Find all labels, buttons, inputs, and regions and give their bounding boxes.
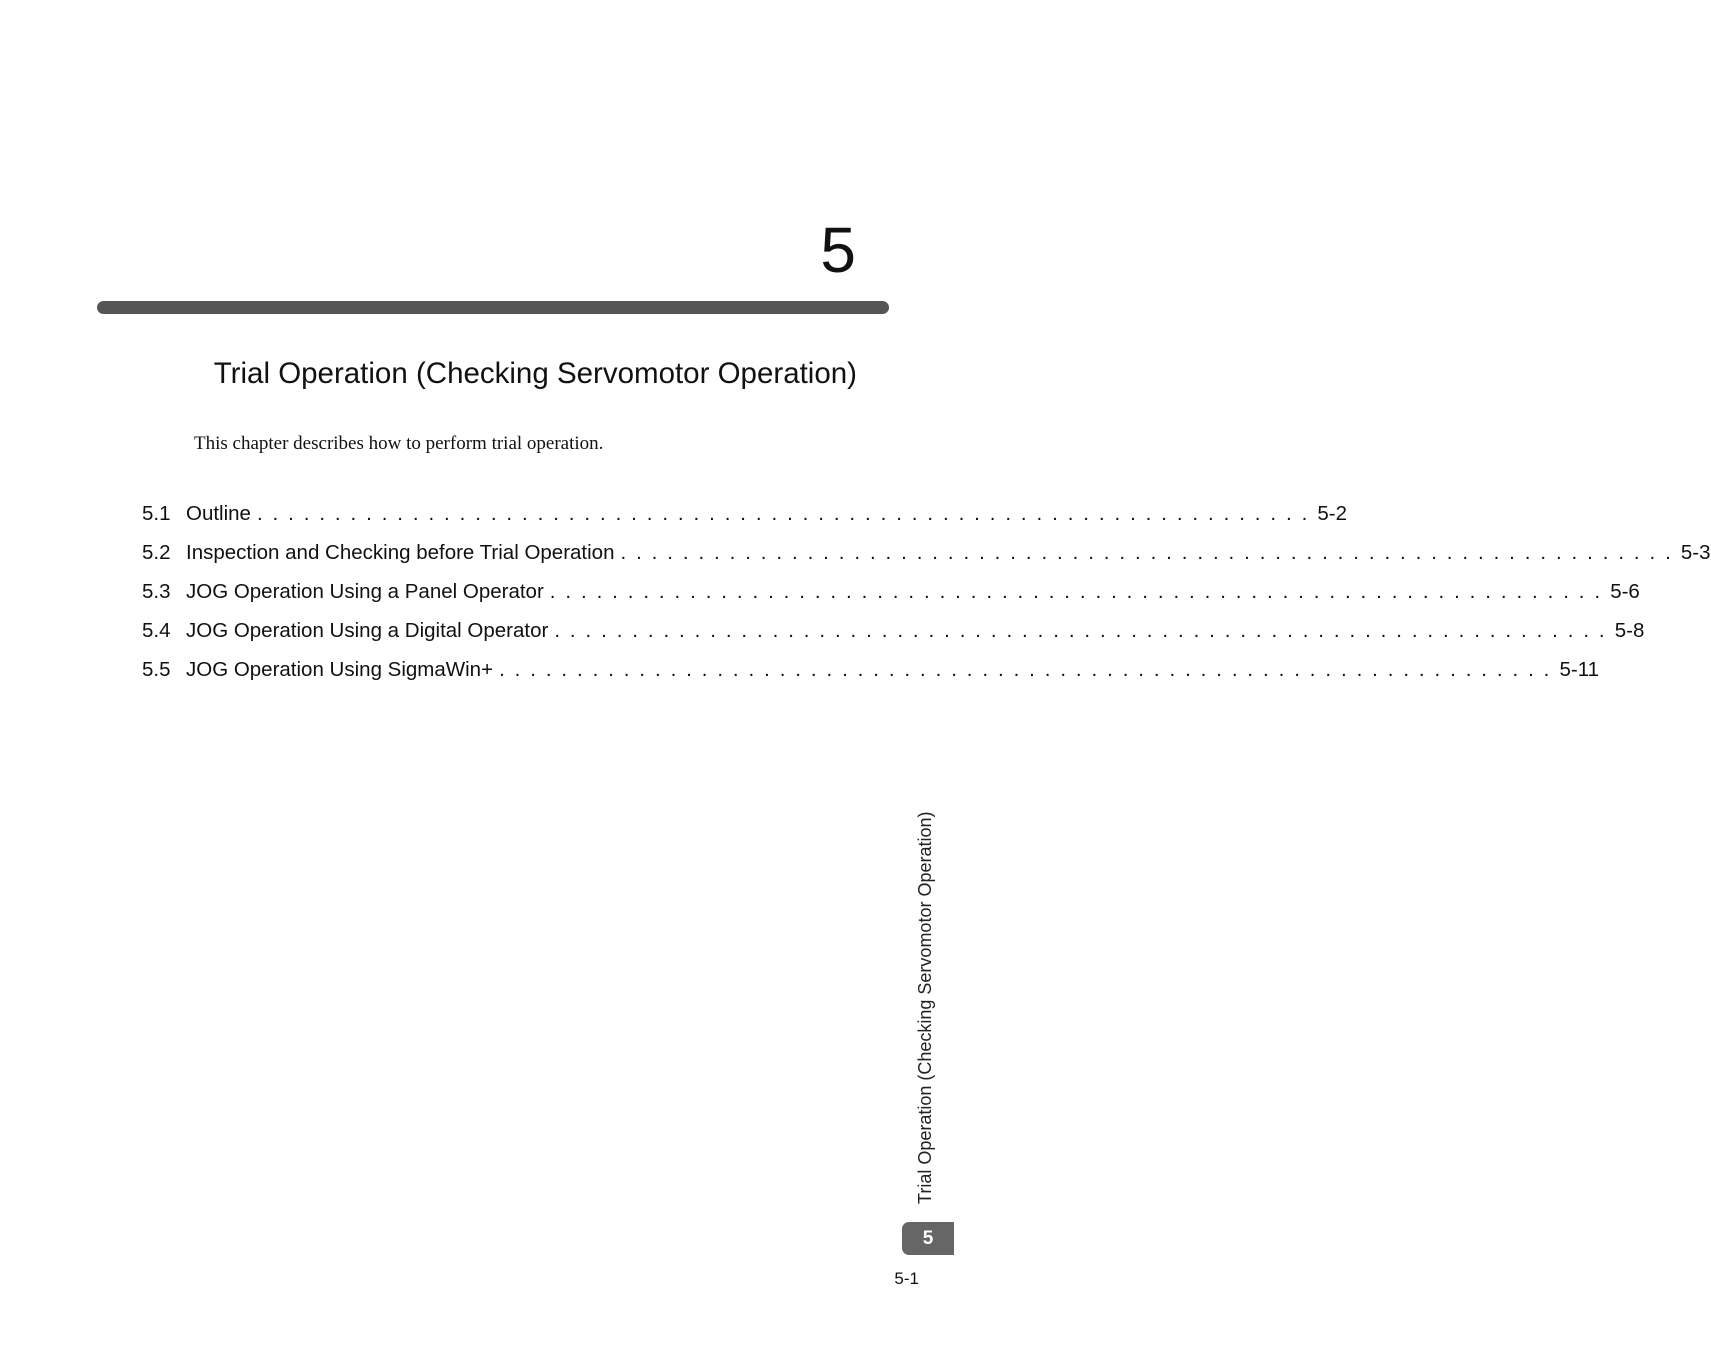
page-number: 5-1 xyxy=(894,1269,919,1288)
toc-page-number: 5-8 xyxy=(1614,618,1645,642)
toc-page-number: 5-6 xyxy=(1610,579,1640,603)
toc-leader-dots: . . . . . . . . . . . . . . . . . . . . . . . . . . . . . . . . . . . . . . . . . . . . . . . . . . . . . . . . . . . . . . . . . . . . xyxy=(499,657,1552,681)
toc-entry-5-4[interactable] xyxy=(142,611,1645,650)
chapter-divider xyxy=(97,301,889,314)
toc-entry-5-5[interactable] xyxy=(142,650,1599,689)
toc-leader-dots: . . . . . . . . . . . . . . . . . . . . . . . . . . . . . . . . . . . . . . . . . . . . . . . . . . . . . . . . . . . . . . . . . . . . xyxy=(554,618,1607,642)
toc-section-number: 5.1 xyxy=(142,502,171,526)
toc-leader-dots: . . . . . . . . . . . . . . . . . . . . . . . . . . . . . . . . . . . . . . . . . . . . . . . . . . . . . . . . . . . . . . . . . . . . xyxy=(549,579,1603,603)
toc-section-number: 5.5 xyxy=(142,657,171,681)
toc-section-title: JOG Operation Using SigmaWin+ xyxy=(186,657,494,681)
toc-page-number: 5-3 xyxy=(1680,541,1711,565)
table-of-contents xyxy=(142,495,1711,689)
toc-entry-5-1[interactable] xyxy=(142,495,1348,534)
toc-page-number: 5-2 xyxy=(1317,502,1348,526)
toc-leader-dots: . . . . . . . . . . . . . . . . . . . . . . . . . . . . . . . . . . . . . . . . . . . . . . . . . . . . . . . . . . . . . . . . . . . . xyxy=(620,541,1673,565)
side-tab-chapter-title: Trial Operation (Checking Servomotor Operation) xyxy=(915,811,935,1204)
toc-leader-dots: . . . . . . . . . . . . . . . . . . . . . . . . . . . . . . . . . . . . . . . . . . . . . . . . . . . . . . . . . . . . . . . . . . . . xyxy=(256,502,1310,526)
toc-section-title: JOG Operation Using a Digital Operator xyxy=(186,618,549,642)
toc-section-number: 5.2 xyxy=(142,541,171,565)
side-tab-chapter-badge: 5 xyxy=(902,1222,954,1255)
chapter-intro: This chapter describes how to perform trial operation. xyxy=(194,433,604,454)
chapter-number: 5 xyxy=(820,214,856,286)
chapter-title: Trial Operation (Checking Servomotor Operation) xyxy=(213,357,857,390)
toc-section-number: 5.4 xyxy=(142,618,171,642)
toc-entry-5-3[interactable] xyxy=(142,573,1640,612)
toc-section-title: Outline xyxy=(186,502,251,526)
toc-section-title: JOG Operation Using a Panel Operator xyxy=(186,579,544,603)
toc-section-number: 5.3 xyxy=(142,579,171,603)
toc-section-title: Inspection and Checking before Trial Operation xyxy=(186,541,615,565)
toc-entry-5-2[interactable] xyxy=(142,534,1711,573)
toc-page-number: 5-11 xyxy=(1559,657,1599,681)
